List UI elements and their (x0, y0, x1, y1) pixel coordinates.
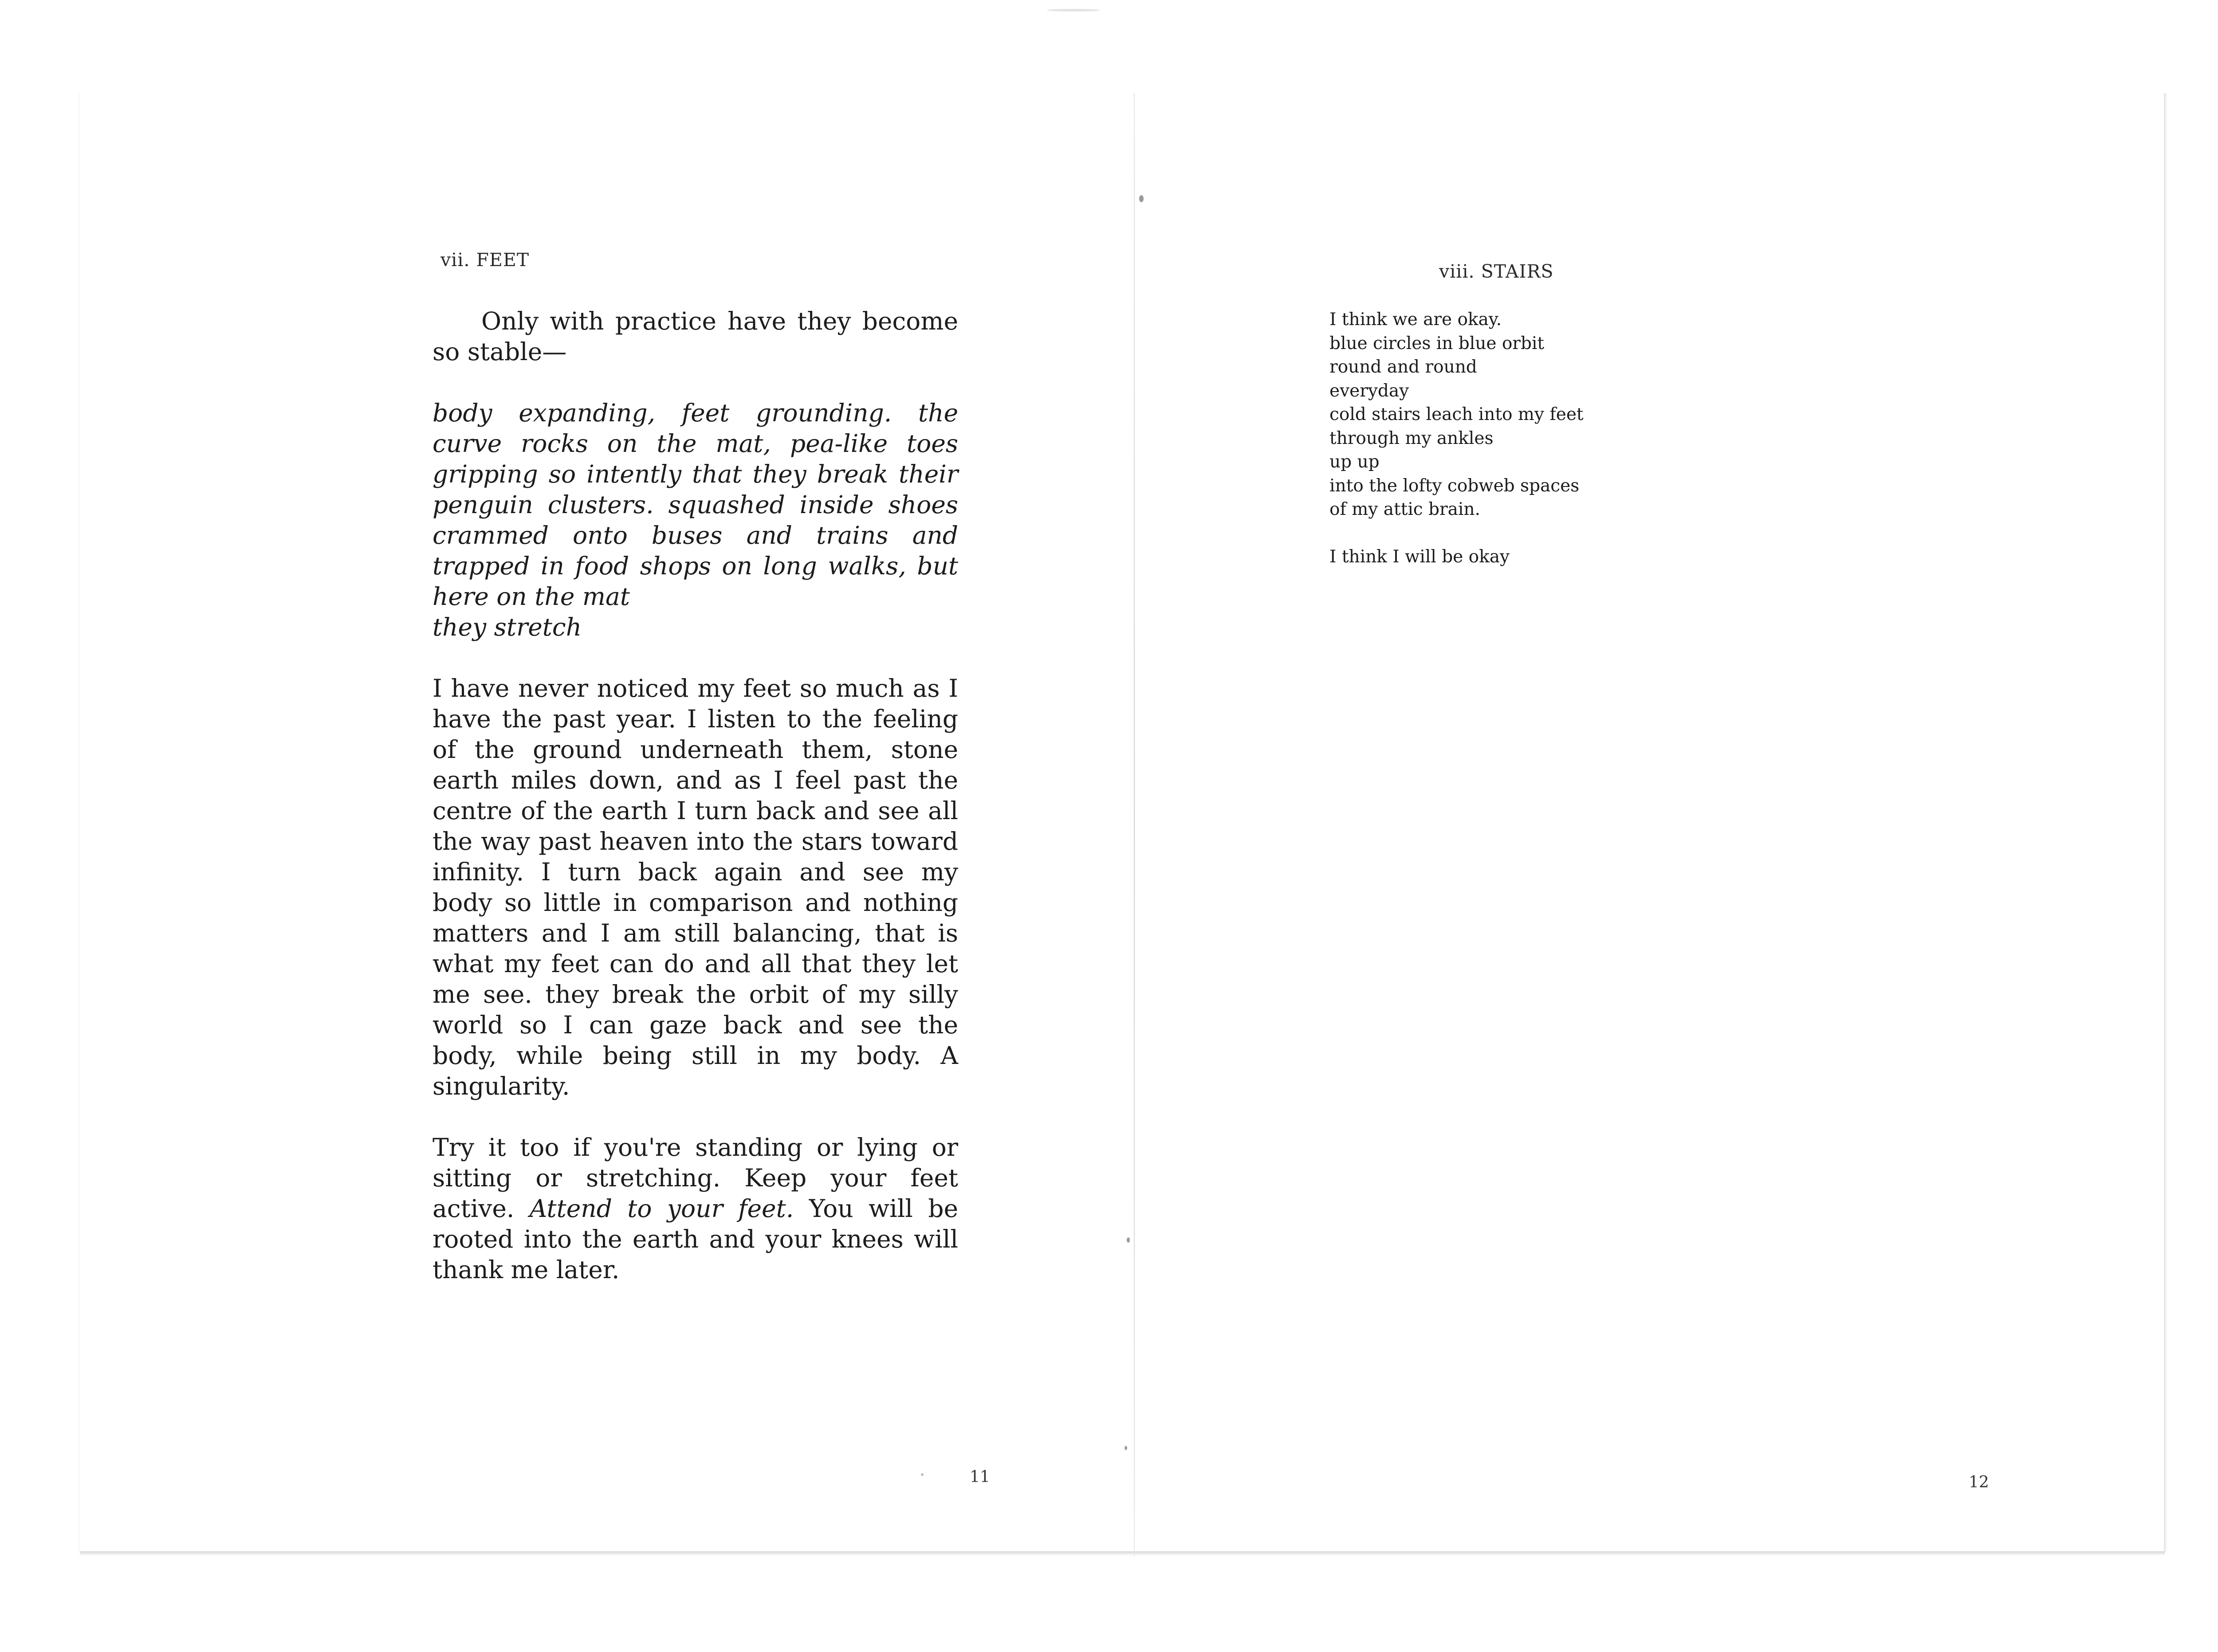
page-number-12: 12 (1969, 1473, 1989, 1491)
poem-line: into the lofty cobweb spaces (1329, 475, 1580, 496)
poem-line: round and round (1329, 357, 1477, 377)
scan-speck (921, 1473, 924, 1476)
poem-closing-line: I think I will be okay (1329, 547, 1510, 567)
italic-closing-line: they stretch (433, 613, 582, 641)
opening-paragraph: Only with practice have they become so stable— (433, 307, 958, 366)
poem-line: up up (1329, 452, 1380, 472)
poem-line: everyday (1329, 381, 1409, 401)
main-paragraph: I have never noticed my feet so much as I have the past year. I listen to the feeling of the ground underneath them, stone earth miles down, and as I feel past the centre of the earth I turn back and see all the way past heaven into the stars toward infinity. I turn back again and see my body so little in comparison and nothing matters and I am still balancing, that is what my feet can do and all that they let me see. they break the orbit of my silly world so I can gaze back and see the body, while being still in my body. A singularity. (433, 674, 958, 1100)
poem-line: cold stairs leach into my feet (1329, 404, 1584, 424)
scan-speck (1139, 195, 1144, 202)
poem-line: through my ankles (1329, 428, 1494, 448)
poem-line: I think we are okay. (1329, 310, 1502, 330)
poem-line: blue circles in blue orbit (1329, 333, 1545, 353)
final-paragraph-emphasis: Attend to your feet. (529, 1194, 794, 1223)
scan-speck (1047, 9, 1100, 12)
right-page (1135, 0, 2218, 1652)
section-heading-stairs: viii. STAIRS (1439, 261, 1554, 282)
final-paragraph-start: Try it too if you're standing or lying or sitting or stretching. Keep your feet active. (433, 1133, 958, 1223)
page-number-11: 11 (970, 1468, 990, 1486)
italic-paragraph: body expanding, feet grounding. the curve rocks on the mat, pea-like toes gripping so intently that they break their penguin clusters. squashed inside shoes crammed onto buses and trains and trapped in food shops on long walks, but here on the mat (433, 399, 958, 611)
section-heading-feet: vii. FEET (440, 249, 530, 271)
stairs-poem (1329, 308, 1640, 569)
scan-speck (1127, 1237, 1130, 1243)
final-paragraph-end: You will be rooted into the earth and your knees will thank me later. (433, 1194, 959, 1284)
poem-line: of my attic brain. (1329, 499, 1480, 519)
left-page-text (433, 306, 958, 1285)
scan-speck (1125, 1446, 1127, 1450)
final-paragraph (433, 1132, 958, 1285)
